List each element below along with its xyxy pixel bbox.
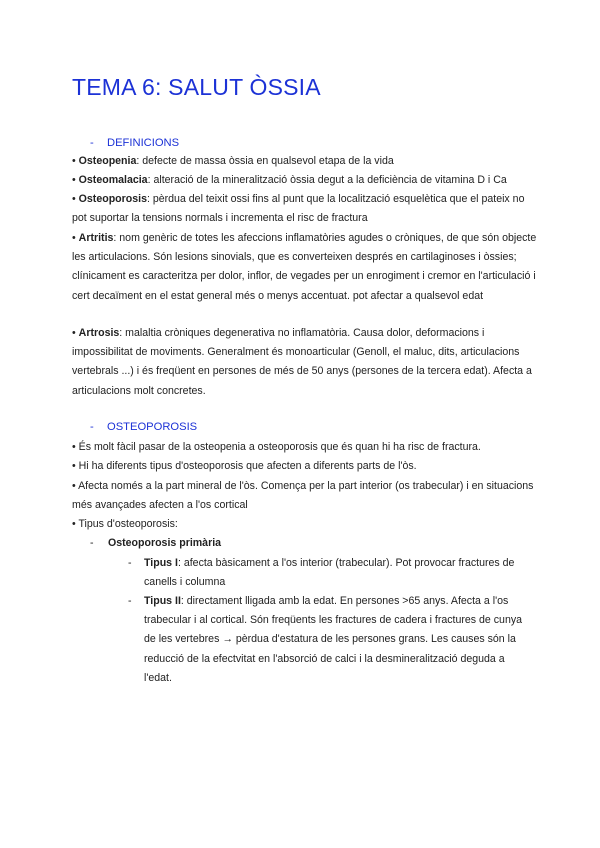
definition-text: : nom genèric de totes les afeccions inflamatòries agudes o cròniques, de que són objecte les articulacions. Són lesions sinovials, que es converteixen després en cartilaginoses i òssies; clínicament es caracteritza per dolor, inflor, de vegades per un enrogiment i cremor en l'articulació i cert decaïment en el estat general més o menys accentuat. pot afectar a qualsevol edat <box>72 232 537 302</box>
osteoporosis-bullet-block <box>72 477 542 515</box>
definition-text: : malaltia cròniques degenerativa no inflamatòria. Causa dolor, deformacions i impossibilitat de moviments. Generalment és monoarticular (Genoll, el maluc, dits, articulacions vertebrals ...) i és freqüent en persones de més de 50 anys (persones de la tercera edat). Afecta a articulacions molt concretes. <box>72 327 532 397</box>
definition-artritis <box>72 229 542 306</box>
definition-term: Osteomalacia <box>78 174 148 186</box>
subheading-dash: - <box>90 537 94 549</box>
type-dash: - <box>128 557 132 569</box>
type-term: Tipus II <box>144 595 181 607</box>
type-term: Tipus I <box>144 557 178 569</box>
osteoporosis-bullet: • Tipus d'osteoporosis: <box>72 518 178 530</box>
type-dash: - <box>128 595 132 607</box>
bullet: • <box>72 327 76 339</box>
definition-text: : alteració de la mineralització òssia degut a la deficiència de vitamina D i Ca <box>147 174 507 186</box>
section-title: OSTEOPOROSIS <box>107 421 198 433</box>
bullet: • <box>72 174 76 186</box>
osteoporosis-bullet: • Afecta només a la part mineral de l'òs. Comença per la part interior (os trabecular) i en situacions més avançades afecten a l'os cortical <box>72 480 534 512</box>
definition-artrosis <box>72 324 542 401</box>
definition-osteopenia <box>72 152 394 171</box>
section-dash: - <box>90 421 94 433</box>
bullet: • <box>72 193 76 205</box>
section-title: DEFINICIONS <box>107 137 180 149</box>
definition-term: Osteopenia <box>78 155 137 167</box>
definition-term: Artritis <box>78 232 114 244</box>
type-item-tipus-ii <box>128 592 530 688</box>
subheading-title: Osteoporosis primària <box>108 537 222 549</box>
page-title: TEMA 6: SALUT ÒSSIA <box>72 74 321 100</box>
osteoporosis-bullet: • És molt fàcil pasar de la osteopenia a osteoporosis que és quan hi ha risc de fractura. <box>72 441 481 453</box>
definition-text: : defecte de massa òssia en qualsevol etapa de la vida <box>136 155 394 167</box>
definition-osteoporosis <box>72 190 542 228</box>
type-text: : afecta bàsicament a l'os interior (trabecular). Pot provocar fractures de canells i columna <box>144 557 515 589</box>
section-dash: - <box>90 137 94 149</box>
bullet: • <box>72 155 76 167</box>
bullet: • <box>72 232 76 244</box>
type-item-tipus-i <box>128 554 530 592</box>
section-heading-definicions <box>90 137 179 149</box>
section-heading-osteoporosis <box>90 421 197 433</box>
definition-text: : pèrdua del teixit ossi fins al punt que la localització esquelètica que el pateix no pot suportar la tensions normals i incrementa el risc de fractura <box>72 193 525 225</box>
definition-term: Artrosis <box>78 327 120 339</box>
definition-term: Osteoporosis <box>78 193 147 205</box>
type-text: : directament lligada amb la edat. En persones >65 anys. Afecta a l'os trabecular i al cortical. Són freqüents les fractures de cadera i fractures de cunya de les vertebres → pèrdua d'estatura de les persones grans. Les causes són la reducció de la efectvitat en l'absorció de calci i la desmineralització deguda a l'edat. <box>144 595 523 684</box>
osteoporosis-bullet: • Hi ha diferents tipus d'osteoporosis que afecten a diferents parts de l'òs. <box>72 460 417 472</box>
subheading-osteoporosis-primaria <box>90 534 221 553</box>
definition-osteomalacia <box>72 171 507 190</box>
